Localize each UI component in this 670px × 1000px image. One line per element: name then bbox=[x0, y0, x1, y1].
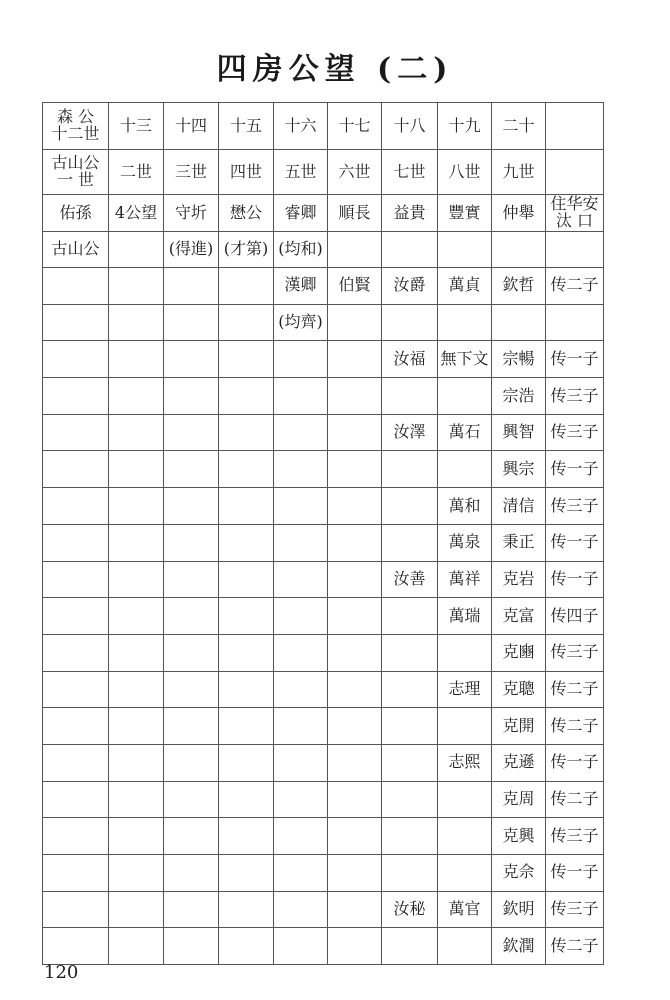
table-cell bbox=[382, 781, 438, 818]
page-title: 四房公望 (二) bbox=[216, 52, 454, 87]
table-cell: 传二子 bbox=[546, 781, 604, 818]
table-cell bbox=[109, 488, 164, 525]
table-row bbox=[43, 414, 604, 451]
table-cell bbox=[382, 232, 438, 268]
table-cell: 汝澤 bbox=[382, 414, 438, 451]
table-cell: 仲舉 bbox=[492, 195, 546, 232]
table-cell: 传二子 bbox=[546, 671, 604, 708]
table-cell: 传一子 bbox=[546, 744, 604, 781]
table-cell bbox=[164, 928, 219, 965]
table-row bbox=[43, 304, 604, 341]
table-cell bbox=[328, 451, 382, 488]
table-cell bbox=[43, 708, 109, 745]
table-cell bbox=[328, 341, 382, 378]
table-cell: 興宗 bbox=[492, 451, 546, 488]
table-cell bbox=[109, 451, 164, 488]
table-cell bbox=[109, 268, 164, 305]
table-cell bbox=[438, 855, 492, 892]
table-cell bbox=[43, 744, 109, 781]
table-cell bbox=[382, 451, 438, 488]
table-cell bbox=[438, 928, 492, 965]
table-cell bbox=[219, 598, 274, 635]
table-cell bbox=[219, 891, 274, 928]
table-cell bbox=[164, 598, 219, 635]
header-cell: 十三 bbox=[109, 103, 164, 150]
table-cell bbox=[328, 781, 382, 818]
table-cell bbox=[219, 414, 274, 451]
table-cell bbox=[546, 232, 604, 268]
table-cell bbox=[164, 561, 219, 598]
table-cell bbox=[109, 634, 164, 671]
table-cell: 欽潤 bbox=[492, 928, 546, 965]
table-cell bbox=[328, 708, 382, 745]
header-cell: 十五 bbox=[219, 103, 274, 150]
table-cell bbox=[382, 488, 438, 525]
table-cell bbox=[109, 781, 164, 818]
table-cell bbox=[164, 451, 219, 488]
header-cell: 森 公 十二世 bbox=[43, 103, 109, 150]
table-cell bbox=[438, 708, 492, 745]
table-cell: 益貴 bbox=[382, 195, 438, 232]
table-cell: 克聰 bbox=[492, 671, 546, 708]
table-cell bbox=[219, 671, 274, 708]
table-cell bbox=[43, 451, 109, 488]
table-cell bbox=[328, 561, 382, 598]
table-row bbox=[43, 818, 604, 855]
table-row bbox=[43, 561, 604, 598]
table-cell bbox=[274, 928, 328, 965]
table-cell bbox=[438, 781, 492, 818]
table-cell bbox=[164, 634, 219, 671]
table-cell bbox=[274, 488, 328, 525]
table-cell: 住华安 汰 口 bbox=[546, 195, 604, 232]
table-cell bbox=[274, 671, 328, 708]
table-cell: 克岩 bbox=[492, 561, 546, 598]
header-row bbox=[43, 150, 604, 195]
table-row bbox=[43, 195, 604, 232]
table-cell bbox=[274, 781, 328, 818]
table-cell bbox=[109, 524, 164, 561]
table-cell bbox=[219, 378, 274, 415]
table-cell bbox=[43, 561, 109, 598]
table-cell bbox=[274, 855, 328, 892]
table-row bbox=[43, 671, 604, 708]
header-cell: 二世 bbox=[109, 150, 164, 195]
table-cell: 豐實 bbox=[438, 195, 492, 232]
table-cell bbox=[43, 268, 109, 305]
table-row bbox=[43, 341, 604, 378]
table-cell bbox=[43, 634, 109, 671]
table-cell bbox=[109, 818, 164, 855]
table-cell bbox=[43, 488, 109, 525]
table-row bbox=[43, 268, 604, 305]
table-cell: 萬官 bbox=[438, 891, 492, 928]
table-cell bbox=[164, 414, 219, 451]
table-cell: 萬和 bbox=[438, 488, 492, 525]
table-cell: 传三子 bbox=[546, 818, 604, 855]
table-row bbox=[43, 708, 604, 745]
table-cell: 志熙 bbox=[438, 744, 492, 781]
table-cell bbox=[43, 855, 109, 892]
table-cell bbox=[43, 928, 109, 965]
table-cell: (均和) bbox=[274, 232, 328, 268]
table-cell bbox=[109, 304, 164, 341]
table-cell: 克豳 bbox=[492, 634, 546, 671]
table-cell bbox=[164, 378, 219, 415]
table-cell bbox=[274, 634, 328, 671]
table-cell bbox=[438, 232, 492, 268]
table-cell bbox=[43, 818, 109, 855]
table-cell bbox=[328, 524, 382, 561]
table-cell bbox=[219, 524, 274, 561]
header-cell: 十六 bbox=[274, 103, 328, 150]
table-cell bbox=[274, 891, 328, 928]
table-cell bbox=[109, 708, 164, 745]
table-cell: 萬貞 bbox=[438, 268, 492, 305]
table-row bbox=[43, 891, 604, 928]
table-row bbox=[43, 744, 604, 781]
table-cell bbox=[164, 341, 219, 378]
table-cell bbox=[382, 708, 438, 745]
table-cell bbox=[43, 671, 109, 708]
page-number: 120 bbox=[44, 962, 79, 983]
table-cell bbox=[43, 304, 109, 341]
table-cell: 4公望 bbox=[109, 195, 164, 232]
table-cell: 欽明 bbox=[492, 891, 546, 928]
header-cell bbox=[546, 103, 604, 150]
table-row bbox=[43, 598, 604, 635]
table-cell: 漢卿 bbox=[274, 268, 328, 305]
header-cell: 古山公 一 世 bbox=[43, 150, 109, 195]
table-cell bbox=[219, 451, 274, 488]
table-cell bbox=[219, 928, 274, 965]
table-cell bbox=[164, 671, 219, 708]
table-cell bbox=[164, 268, 219, 305]
table-cell: 懋公 bbox=[219, 195, 274, 232]
table-cell bbox=[328, 818, 382, 855]
table-cell bbox=[43, 891, 109, 928]
table-cell bbox=[382, 818, 438, 855]
table-cell bbox=[328, 488, 382, 525]
header-cell: 七世 bbox=[382, 150, 438, 195]
table-cell bbox=[164, 744, 219, 781]
table-row bbox=[43, 634, 604, 671]
table-cell bbox=[43, 524, 109, 561]
table-cell: (得進) bbox=[164, 232, 219, 268]
table-cell: 興智 bbox=[492, 414, 546, 451]
table-row bbox=[43, 928, 604, 965]
table-cell bbox=[219, 634, 274, 671]
table-cell: 传二子 bbox=[546, 268, 604, 305]
table-cell bbox=[382, 671, 438, 708]
table-row bbox=[43, 232, 604, 268]
table-cell: 克遜 bbox=[492, 744, 546, 781]
table-cell bbox=[219, 488, 274, 525]
table-cell bbox=[328, 304, 382, 341]
header-cell: 九世 bbox=[492, 150, 546, 195]
table-row bbox=[43, 524, 604, 561]
table-cell bbox=[492, 304, 546, 341]
table-cell bbox=[164, 891, 219, 928]
table-cell bbox=[109, 341, 164, 378]
table-cell bbox=[219, 268, 274, 305]
table-cell bbox=[109, 378, 164, 415]
table-cell bbox=[219, 818, 274, 855]
table-cell bbox=[274, 378, 328, 415]
table-cell: 汝善 bbox=[382, 561, 438, 598]
header-cell: 六世 bbox=[328, 150, 382, 195]
table-cell bbox=[274, 818, 328, 855]
table-cell bbox=[438, 818, 492, 855]
table-cell bbox=[438, 304, 492, 341]
table-cell: 传一子 bbox=[546, 451, 604, 488]
table-cell: 传一子 bbox=[546, 855, 604, 892]
table-cell: 萬祥 bbox=[438, 561, 492, 598]
table-cell: 传一子 bbox=[546, 561, 604, 598]
table-cell bbox=[274, 341, 328, 378]
table-row bbox=[43, 451, 604, 488]
table-cell bbox=[274, 598, 328, 635]
genealogy-table bbox=[42, 102, 604, 965]
table-cell bbox=[328, 744, 382, 781]
table-cell: 睿卿 bbox=[274, 195, 328, 232]
table-cell: (才第) bbox=[219, 232, 274, 268]
table-cell: 古山公 bbox=[43, 232, 109, 268]
table-cell bbox=[219, 304, 274, 341]
table-cell bbox=[382, 378, 438, 415]
header-cell: 十四 bbox=[164, 103, 219, 150]
table-cell bbox=[328, 671, 382, 708]
table-cell bbox=[382, 524, 438, 561]
table-row bbox=[43, 781, 604, 818]
table-cell: 传四子 bbox=[546, 598, 604, 635]
table-row bbox=[43, 855, 604, 892]
table-cell bbox=[219, 781, 274, 818]
table-cell bbox=[382, 744, 438, 781]
table-cell bbox=[109, 891, 164, 928]
table-cell bbox=[43, 598, 109, 635]
table-cell bbox=[164, 524, 219, 561]
table-cell: 秉正 bbox=[492, 524, 546, 561]
table-cell bbox=[328, 378, 382, 415]
table-cell: 传一子 bbox=[546, 524, 604, 561]
header-cell: 二十 bbox=[492, 103, 546, 150]
table-cell bbox=[328, 928, 382, 965]
table-cell bbox=[438, 378, 492, 415]
table-cell bbox=[164, 855, 219, 892]
table-cell bbox=[382, 598, 438, 635]
table-cell: 無下文 bbox=[438, 341, 492, 378]
table-cell: 宗浩 bbox=[492, 378, 546, 415]
table-cell: 传二子 bbox=[546, 708, 604, 745]
table-cell: 佑孫 bbox=[43, 195, 109, 232]
header-row bbox=[43, 103, 604, 150]
table-cell: (均齊) bbox=[274, 304, 328, 341]
table-cell bbox=[438, 634, 492, 671]
header-cell: 四世 bbox=[219, 150, 274, 195]
table-cell bbox=[43, 414, 109, 451]
table-cell: 守圻 bbox=[164, 195, 219, 232]
table-cell bbox=[438, 451, 492, 488]
table-cell: 传三子 bbox=[546, 634, 604, 671]
table-cell bbox=[274, 414, 328, 451]
header-cell: 五世 bbox=[274, 150, 328, 195]
table-cell: 宗暢 bbox=[492, 341, 546, 378]
table-cell bbox=[43, 378, 109, 415]
table-cell bbox=[109, 414, 164, 451]
table-cell bbox=[164, 488, 219, 525]
table-cell bbox=[382, 304, 438, 341]
table-cell bbox=[43, 341, 109, 378]
table-cell bbox=[109, 671, 164, 708]
table-cell: 萬石 bbox=[438, 414, 492, 451]
table-cell bbox=[109, 855, 164, 892]
table-cell bbox=[43, 781, 109, 818]
table-cell: 伯賢 bbox=[328, 268, 382, 305]
table-cell: 順長 bbox=[328, 195, 382, 232]
table-cell bbox=[164, 781, 219, 818]
header-cell: 八世 bbox=[438, 150, 492, 195]
table-cell: 克周 bbox=[492, 781, 546, 818]
table-cell bbox=[274, 561, 328, 598]
table-cell bbox=[109, 561, 164, 598]
header-cell bbox=[546, 150, 604, 195]
table-cell: 克興 bbox=[492, 818, 546, 855]
header-cell: 三世 bbox=[164, 150, 219, 195]
table-cell: 欽哲 bbox=[492, 268, 546, 305]
table-cell bbox=[219, 855, 274, 892]
table-cell bbox=[164, 818, 219, 855]
table-cell: 传三子 bbox=[546, 414, 604, 451]
table-cell: 萬泉 bbox=[438, 524, 492, 561]
table-cell bbox=[328, 598, 382, 635]
table-cell: 清信 bbox=[492, 488, 546, 525]
table-cell bbox=[164, 304, 219, 341]
table-cell: 汝秘 bbox=[382, 891, 438, 928]
table-row bbox=[43, 488, 604, 525]
table-cell bbox=[328, 891, 382, 928]
table-cell bbox=[382, 855, 438, 892]
header-cell: 十九 bbox=[438, 103, 492, 150]
header-cell: 十七 bbox=[328, 103, 382, 150]
table-cell bbox=[219, 341, 274, 378]
table-cell bbox=[274, 524, 328, 561]
table-cell bbox=[219, 708, 274, 745]
table-cell bbox=[492, 232, 546, 268]
header-cell: 十八 bbox=[382, 103, 438, 150]
table-cell bbox=[109, 598, 164, 635]
table-cell bbox=[219, 744, 274, 781]
table-cell: 传三子 bbox=[546, 488, 604, 525]
table-cell bbox=[164, 708, 219, 745]
table-cell: 传三子 bbox=[546, 891, 604, 928]
table-cell bbox=[382, 634, 438, 671]
table-cell bbox=[109, 928, 164, 965]
table-cell: 传三子 bbox=[546, 378, 604, 415]
table-cell bbox=[274, 451, 328, 488]
table-cell bbox=[219, 561, 274, 598]
table-cell bbox=[328, 634, 382, 671]
table-cell: 汝爵 bbox=[382, 268, 438, 305]
table-cell bbox=[109, 232, 164, 268]
table-cell bbox=[546, 304, 604, 341]
table-cell: 传一子 bbox=[546, 341, 604, 378]
table-cell: 萬瑞 bbox=[438, 598, 492, 635]
table-cell: 传二子 bbox=[546, 928, 604, 965]
table-cell: 克富 bbox=[492, 598, 546, 635]
table-cell: 克佘 bbox=[492, 855, 546, 892]
table-row bbox=[43, 378, 604, 415]
table-cell: 志理 bbox=[438, 671, 492, 708]
table-cell bbox=[109, 744, 164, 781]
table-cell: 克開 bbox=[492, 708, 546, 745]
table-cell bbox=[328, 414, 382, 451]
table-cell: 汝福 bbox=[382, 341, 438, 378]
table-cell bbox=[328, 855, 382, 892]
table-cell bbox=[274, 708, 328, 745]
table-cell bbox=[382, 928, 438, 965]
table-cell bbox=[328, 232, 382, 268]
table-cell bbox=[274, 744, 328, 781]
